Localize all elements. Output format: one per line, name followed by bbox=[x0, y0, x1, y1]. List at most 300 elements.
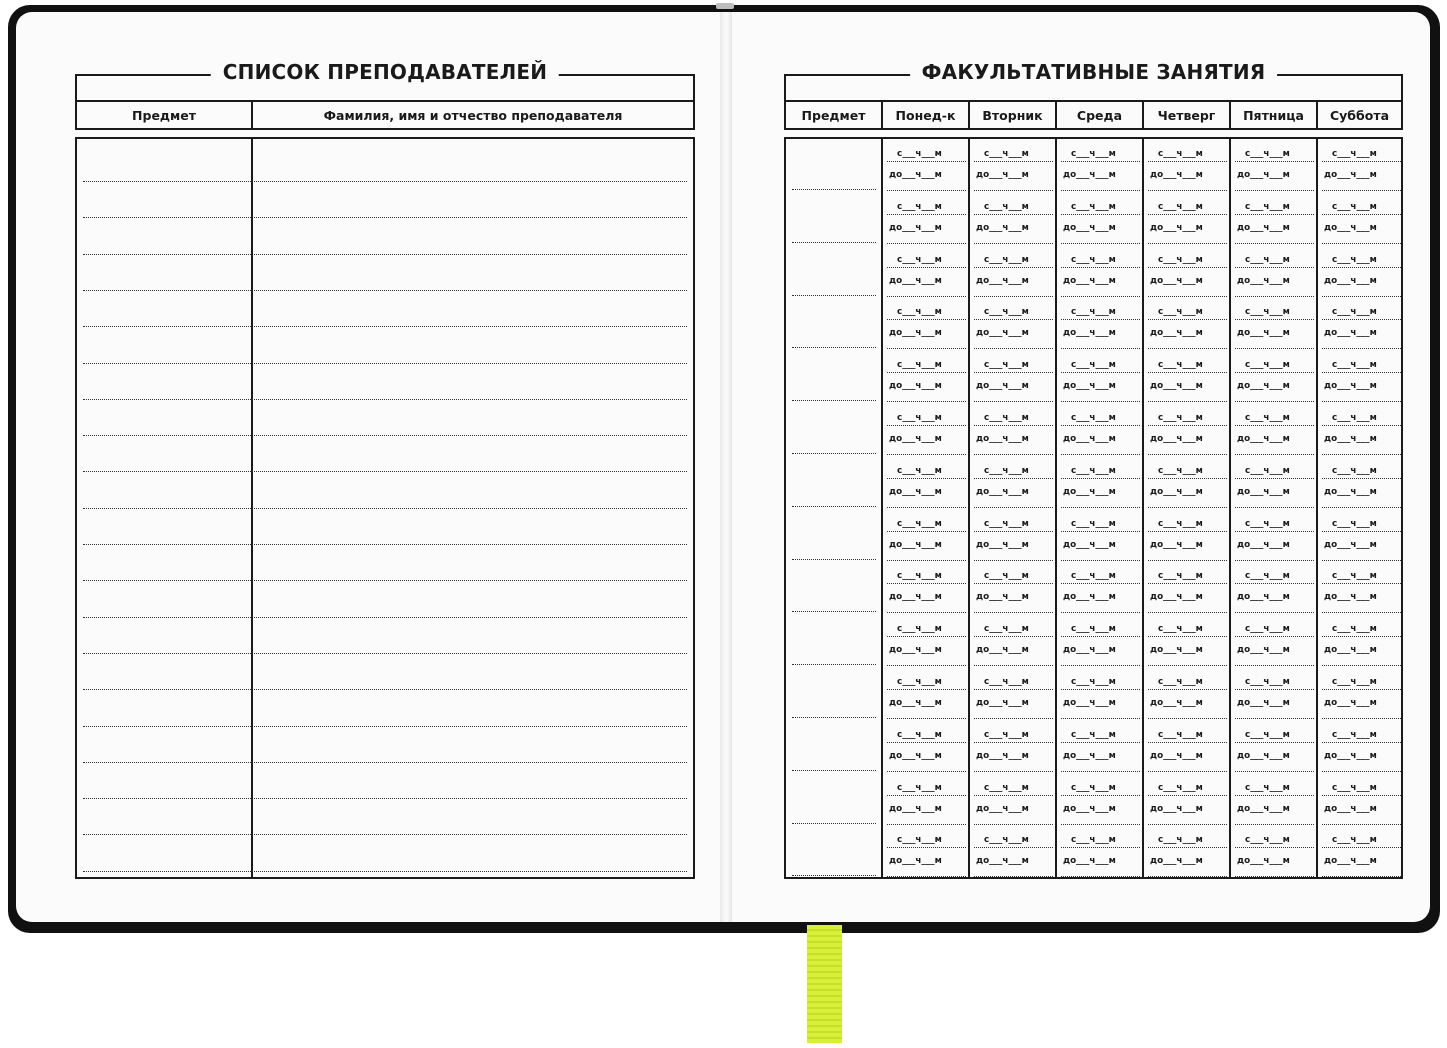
time-slot-cell bbox=[970, 667, 1057, 720]
time-from: с___ч___м bbox=[1245, 307, 1290, 318]
dotted-line bbox=[887, 425, 966, 426]
time-from: с___ч___м bbox=[1245, 835, 1290, 846]
dotted-line bbox=[887, 636, 966, 637]
time-from: с___ч___м bbox=[984, 677, 1029, 687]
time-from: с___ч___м bbox=[1332, 413, 1377, 423]
ruled-line bbox=[83, 871, 687, 872]
dotted-line bbox=[1235, 847, 1314, 848]
dotted-line bbox=[1235, 795, 1314, 796]
time-to: до___ч___м bbox=[1324, 698, 1377, 708]
dotted-line bbox=[1148, 876, 1227, 877]
dotted-line bbox=[1148, 319, 1227, 320]
time-slot-cell bbox=[883, 825, 970, 878]
time-to: до___ч___м bbox=[1063, 856, 1116, 867]
subject-line bbox=[792, 559, 876, 560]
time-to: до___ч___м bbox=[889, 856, 942, 867]
time-slot-cell bbox=[970, 403, 1057, 456]
time-to: до___ч___м bbox=[976, 275, 1029, 286]
time-to: до___ч___м bbox=[1063, 222, 1116, 233]
time-to: до___ч___м bbox=[976, 856, 1029, 867]
dotted-line bbox=[1322, 478, 1401, 479]
time-slot-cell bbox=[883, 773, 970, 826]
time-slot-cell bbox=[883, 245, 970, 298]
time-to: до___ч___м bbox=[1237, 856, 1290, 867]
time-to: до___ч___м bbox=[976, 170, 1029, 180]
dotted-line bbox=[974, 583, 1053, 584]
ruled-line bbox=[83, 726, 687, 727]
dotted-line bbox=[1148, 795, 1227, 796]
time-from: с___ч___м bbox=[1332, 360, 1377, 371]
col-teacher-name: Фамилия, имя и отчество преподавателя bbox=[323, 107, 623, 123]
time-slot-cell bbox=[970, 825, 1057, 878]
time-to: до___ч___м bbox=[1237, 645, 1290, 656]
time-to: до___ч___м bbox=[889, 698, 942, 708]
time-slot-cell bbox=[1318, 561, 1405, 614]
time-slot-cell bbox=[1231, 350, 1318, 403]
time-to: до___ч___м bbox=[1237, 698, 1290, 708]
dotted-line bbox=[1235, 214, 1314, 215]
time-slot-cell bbox=[970, 245, 1057, 298]
time-slot-cell bbox=[883, 667, 970, 720]
time-to: до___ч___м bbox=[976, 328, 1029, 339]
time-to: до___ч___м bbox=[1150, 592, 1203, 603]
time-from: с___ч___м bbox=[1158, 307, 1203, 318]
dotted-line bbox=[1148, 214, 1227, 215]
dotted-line bbox=[1322, 161, 1401, 162]
time-to: до___ч___м bbox=[1063, 539, 1116, 550]
dotted-line bbox=[1148, 425, 1227, 426]
subject-line bbox=[792, 664, 876, 665]
time-slot-cell bbox=[1057, 350, 1144, 403]
dotted-line bbox=[1148, 372, 1227, 373]
time-from: с___ч___м bbox=[1332, 571, 1377, 582]
dotted-line bbox=[1322, 689, 1401, 690]
time-from: с___ч___м bbox=[1158, 413, 1203, 423]
time-to: до___ч___м bbox=[1150, 698, 1203, 708]
time-to: до___ч___м bbox=[889, 381, 942, 392]
time-from: с___ч___м bbox=[1332, 677, 1377, 687]
time-from: с___ч___м bbox=[1332, 518, 1377, 529]
dotted-line bbox=[1061, 319, 1140, 320]
dotted-line bbox=[887, 531, 966, 532]
time-slot-cell bbox=[970, 773, 1057, 826]
time-to: до___ч___м bbox=[1063, 486, 1116, 497]
time-to: до___ч___м bbox=[976, 698, 1029, 708]
time-slot-cell bbox=[883, 561, 970, 614]
dotted-line bbox=[1235, 372, 1314, 373]
time-from: с___ч___м bbox=[1245, 149, 1290, 159]
time-slot-cell bbox=[970, 297, 1057, 350]
time-slot-cell bbox=[1231, 245, 1318, 298]
time-to: до___ч___м bbox=[889, 328, 942, 339]
time-slot-cell bbox=[970, 614, 1057, 667]
time-to: до___ч___м bbox=[976, 539, 1029, 550]
time-slot-cell bbox=[1144, 509, 1231, 562]
col-wednesday: Среда bbox=[1057, 102, 1144, 128]
dotted-line bbox=[1061, 267, 1140, 268]
subject-line bbox=[792, 189, 876, 190]
time-from: с___ч___м bbox=[1071, 307, 1116, 318]
time-from: с___ч___м bbox=[897, 307, 942, 318]
time-slot-cell bbox=[1318, 667, 1405, 720]
time-slot-cell bbox=[1057, 297, 1144, 350]
ruled-line bbox=[83, 798, 687, 799]
time-slot-cell bbox=[1057, 509, 1144, 562]
ruled-line bbox=[83, 399, 687, 400]
time-slot-cell bbox=[970, 509, 1057, 562]
time-slot-cell bbox=[1057, 561, 1144, 614]
dotted-line bbox=[1061, 531, 1140, 532]
dotted-line bbox=[887, 319, 966, 320]
time-to: до___ч___м bbox=[1324, 328, 1377, 339]
ruled-line bbox=[83, 834, 687, 835]
dotted-line bbox=[1061, 214, 1140, 215]
dotted-line bbox=[1061, 636, 1140, 637]
time-from: с___ч___м bbox=[984, 571, 1029, 582]
dotted-line bbox=[1061, 372, 1140, 373]
time-to: до___ч___м bbox=[1324, 539, 1377, 550]
dotted-line bbox=[974, 214, 1053, 215]
time-slot-cell bbox=[1318, 245, 1405, 298]
dotted-line bbox=[1235, 636, 1314, 637]
bookmark-ribbon bbox=[807, 925, 842, 1043]
time-slot-cell bbox=[1231, 297, 1318, 350]
dotted-line bbox=[974, 742, 1053, 743]
time-to: до___ч___м bbox=[976, 381, 1029, 392]
time-slot-cell bbox=[1057, 139, 1144, 192]
time-to: до___ч___м bbox=[1324, 170, 1377, 180]
time-from: с___ч___м bbox=[897, 254, 942, 265]
time-to: до___ч___м bbox=[889, 434, 942, 444]
time-slot-cell bbox=[1144, 245, 1231, 298]
ruled-line bbox=[83, 254, 687, 255]
time-to: до___ч___м bbox=[1063, 645, 1116, 656]
time-slot-cell bbox=[1057, 825, 1144, 878]
dotted-line bbox=[974, 876, 1053, 877]
dotted-line bbox=[887, 214, 966, 215]
dotted-line bbox=[1148, 636, 1227, 637]
subject-line bbox=[792, 453, 876, 454]
teachers-columns bbox=[77, 100, 693, 128]
time-to: до___ч___м bbox=[1324, 856, 1377, 867]
time-to: до___ч___м bbox=[1063, 592, 1116, 603]
time-from: с___ч___м bbox=[897, 518, 942, 529]
time-to: до___ч___м bbox=[889, 539, 942, 550]
time-slot-cell bbox=[1144, 192, 1231, 245]
ruled-line bbox=[83, 508, 687, 509]
time-from: с___ч___м bbox=[1158, 677, 1203, 687]
time-from: с___ч___м bbox=[1158, 518, 1203, 529]
teachers-table bbox=[75, 137, 695, 879]
time-from: с___ч___м bbox=[1245, 677, 1290, 687]
col-friday: Пятница bbox=[1231, 102, 1318, 128]
ruled-line bbox=[83, 544, 687, 545]
time-slot-cell bbox=[1231, 192, 1318, 245]
time-from: с___ч___м bbox=[1071, 729, 1116, 740]
subject-line bbox=[792, 242, 876, 243]
time-to: до___ч___м bbox=[889, 645, 942, 656]
dotted-line bbox=[1322, 214, 1401, 215]
time-from: с___ч___м bbox=[1332, 465, 1377, 476]
time-slot-cell bbox=[970, 561, 1057, 614]
dotted-line bbox=[887, 372, 966, 373]
time-slot-cell bbox=[1144, 403, 1231, 456]
time-from: с___ч___м bbox=[1158, 465, 1203, 476]
time-to: до___ч___м bbox=[889, 803, 942, 814]
time-slot-cell bbox=[1231, 773, 1318, 826]
dotted-line bbox=[1061, 425, 1140, 426]
dotted-line bbox=[1061, 742, 1140, 743]
time-from: с___ч___м bbox=[1071, 677, 1116, 687]
time-to: до___ч___м bbox=[976, 803, 1029, 814]
time-to: до___ч___м bbox=[1150, 275, 1203, 286]
time-from: с___ч___м bbox=[1332, 624, 1377, 635]
time-slot-cell bbox=[1231, 509, 1318, 562]
time-slot-cell bbox=[1318, 773, 1405, 826]
notebook-spine bbox=[720, 12, 732, 922]
ruled-line bbox=[83, 617, 687, 618]
electives-header bbox=[784, 60, 1403, 130]
time-from: с___ч___м bbox=[897, 835, 942, 846]
time-from: с___ч___м bbox=[897, 465, 942, 476]
ruled-line bbox=[83, 217, 687, 218]
time-to: до___ч___м bbox=[1324, 592, 1377, 603]
electives-title: ФАКУЛЬТАТИВНЫЕ ЗАНЯТИЯ bbox=[910, 60, 1278, 84]
dotted-line bbox=[974, 267, 1053, 268]
time-slot-cell bbox=[1318, 509, 1405, 562]
time-to: до___ч___м bbox=[1324, 486, 1377, 497]
time-slot-cell bbox=[883, 192, 970, 245]
time-slot-cell bbox=[1318, 192, 1405, 245]
col-thursday: Четверг bbox=[1144, 102, 1231, 128]
time-to: до___ч___м bbox=[889, 592, 942, 603]
subject-line bbox=[792, 717, 876, 718]
time-slot-cell bbox=[1057, 614, 1144, 667]
time-slot-cell bbox=[970, 456, 1057, 509]
subject-line bbox=[792, 770, 876, 771]
time-from: с___ч___м bbox=[984, 624, 1029, 635]
dotted-line bbox=[1322, 847, 1401, 848]
dotted-line bbox=[1322, 531, 1401, 532]
subject-line bbox=[792, 506, 876, 507]
dotted-line bbox=[887, 876, 966, 877]
time-slot-cell bbox=[1231, 139, 1318, 192]
ruled-line bbox=[83, 435, 687, 436]
dotted-line bbox=[1322, 795, 1401, 796]
time-from: с___ч___м bbox=[984, 254, 1029, 265]
dotted-line bbox=[1322, 876, 1401, 877]
dotted-line bbox=[1148, 531, 1227, 532]
time-slot-cell bbox=[1057, 773, 1144, 826]
time-to: до___ч___м bbox=[1063, 434, 1116, 444]
time-from: с___ч___м bbox=[1158, 254, 1203, 265]
time-to: до___ч___м bbox=[1150, 381, 1203, 392]
teachers-title: СПИСОК ПРЕПОДАВАТЕЛЕЙ bbox=[211, 60, 559, 84]
time-from: с___ч___м bbox=[1245, 254, 1290, 265]
dotted-line bbox=[887, 267, 966, 268]
time-from: с___ч___м bbox=[897, 149, 942, 159]
dotted-line bbox=[974, 636, 1053, 637]
time-to: до___ч___м bbox=[1237, 803, 1290, 814]
time-to: до___ч___м bbox=[1150, 539, 1203, 550]
ruled-line bbox=[83, 653, 687, 654]
time-to: до___ч___м bbox=[1324, 381, 1377, 392]
time-to: до___ч___м bbox=[1150, 434, 1203, 444]
time-slot-cell bbox=[883, 456, 970, 509]
time-from: с___ч___м bbox=[1071, 518, 1116, 529]
dotted-line bbox=[974, 795, 1053, 796]
dotted-line bbox=[1148, 161, 1227, 162]
time-to: до___ч___м bbox=[1150, 645, 1203, 656]
time-to: до___ч___м bbox=[1063, 381, 1116, 392]
time-from: с___ч___м bbox=[897, 624, 942, 635]
time-to: до___ч___м bbox=[1063, 275, 1116, 286]
col-tuesday: Вторник bbox=[970, 102, 1057, 128]
time-from: с___ч___м bbox=[984, 360, 1029, 371]
time-slot-cell bbox=[1318, 350, 1405, 403]
time-slot-cell bbox=[1318, 297, 1405, 350]
dotted-line bbox=[1061, 795, 1140, 796]
dotted-line bbox=[974, 847, 1053, 848]
time-to: до___ч___м bbox=[1150, 222, 1203, 233]
time-to: до___ч___м bbox=[1237, 328, 1290, 339]
time-from: с___ч___м bbox=[1071, 149, 1116, 159]
time-to: до___ч___м bbox=[1237, 275, 1290, 286]
dotted-line bbox=[1322, 267, 1401, 268]
dotted-line bbox=[1061, 876, 1140, 877]
time-slot-cell bbox=[1144, 561, 1231, 614]
dotted-line bbox=[1235, 319, 1314, 320]
time-slot-cell bbox=[1057, 403, 1144, 456]
dotted-line bbox=[1235, 742, 1314, 743]
time-slot-cell bbox=[1144, 825, 1231, 878]
dotted-line bbox=[887, 689, 966, 690]
dotted-line bbox=[974, 531, 1053, 532]
time-slot-cell bbox=[1057, 245, 1144, 298]
time-slot-cell bbox=[1318, 139, 1405, 192]
time-from: с___ч___м bbox=[1332, 201, 1377, 212]
col-saturday: Суббота bbox=[1329, 107, 1390, 123]
dotted-line bbox=[1235, 161, 1314, 162]
ruled-line bbox=[83, 762, 687, 763]
time-from: с___ч___м bbox=[897, 571, 942, 582]
time-from: с___ч___м bbox=[897, 360, 942, 371]
dotted-line bbox=[1148, 267, 1227, 268]
time-from: с___ч___м bbox=[1332, 835, 1377, 846]
time-slot-cell bbox=[1144, 773, 1231, 826]
time-from: с___ч___м bbox=[1332, 729, 1377, 740]
time-slot-cell bbox=[883, 403, 970, 456]
time-to: до___ч___м bbox=[1237, 170, 1290, 180]
time-to: до___ч___м bbox=[1324, 434, 1377, 444]
dotted-line bbox=[1322, 742, 1401, 743]
time-slot-cell bbox=[1231, 561, 1318, 614]
time-from: с___ч___м bbox=[1245, 624, 1290, 635]
dotted-line bbox=[974, 372, 1053, 373]
dotted-line bbox=[974, 425, 1053, 426]
dotted-line bbox=[887, 742, 966, 743]
electives-columns bbox=[786, 100, 1401, 128]
time-from: с___ч___м bbox=[897, 729, 942, 740]
dotted-line bbox=[1322, 636, 1401, 637]
ruled-line bbox=[83, 290, 687, 291]
dotted-line bbox=[887, 161, 966, 162]
time-to: до___ч___м bbox=[1237, 381, 1290, 392]
time-slot-cell bbox=[883, 297, 970, 350]
dotted-line bbox=[1235, 425, 1314, 426]
time-from: с___ч___м bbox=[1332, 254, 1377, 265]
time-from: с___ч___м bbox=[984, 149, 1029, 159]
time-slot-cell bbox=[970, 350, 1057, 403]
time-slot-cell bbox=[883, 720, 970, 773]
subject-line bbox=[792, 875, 876, 876]
dotted-line bbox=[1322, 583, 1401, 584]
time-to: до___ч___м bbox=[976, 645, 1029, 656]
time-from: с___ч___м bbox=[1245, 465, 1290, 476]
time-from: с___ч___м bbox=[897, 782, 942, 793]
dotted-line bbox=[887, 583, 966, 584]
time-from: с___ч___м bbox=[1071, 254, 1116, 265]
time-from: с___ч___м bbox=[1071, 782, 1116, 793]
time-slot-cell bbox=[1231, 825, 1318, 878]
time-to: до___ч___м bbox=[976, 434, 1029, 444]
time-slot-cell bbox=[1231, 720, 1318, 773]
dotted-line bbox=[1235, 689, 1314, 690]
time-from: с___ч___м bbox=[984, 729, 1029, 740]
time-to: до___ч___м bbox=[1237, 222, 1290, 233]
time-to: до___ч___м bbox=[1237, 434, 1290, 444]
time-to: до___ч___м bbox=[889, 222, 942, 233]
subject-line bbox=[792, 295, 876, 296]
subject-line bbox=[792, 823, 876, 824]
ruled-line bbox=[83, 326, 687, 327]
time-slot-cell bbox=[883, 614, 970, 667]
time-from: с___ч___м bbox=[1071, 835, 1116, 846]
time-from: с___ч___м bbox=[1071, 360, 1116, 371]
subject-line bbox=[792, 400, 876, 401]
time-slot-cell bbox=[1318, 825, 1405, 878]
time-to: до___ч___м bbox=[1150, 328, 1203, 339]
time-slot-cell bbox=[1144, 456, 1231, 509]
dotted-line bbox=[1322, 372, 1401, 373]
time-to: до___ч___м bbox=[1150, 486, 1203, 497]
time-slot-cell bbox=[883, 509, 970, 562]
dotted-line bbox=[1322, 319, 1401, 320]
time-to: до___ч___м bbox=[1237, 486, 1290, 497]
dotted-line bbox=[887, 795, 966, 796]
time-slot-cell bbox=[1318, 456, 1405, 509]
time-slot-cell bbox=[1318, 720, 1405, 773]
dotted-line bbox=[1235, 583, 1314, 584]
time-slot-cell bbox=[1231, 614, 1318, 667]
time-to: до___ч___м bbox=[1324, 803, 1377, 814]
time-to: до___ч___м bbox=[889, 275, 942, 286]
time-to: до___ч___м bbox=[1150, 803, 1203, 814]
time-slot-cell bbox=[1144, 297, 1231, 350]
dotted-line bbox=[1148, 689, 1227, 690]
electives-table bbox=[784, 137, 1403, 879]
time-from: с___ч___м bbox=[1158, 835, 1203, 846]
time-slot-cell bbox=[1231, 456, 1318, 509]
time-to: до___ч___м bbox=[1237, 592, 1290, 603]
dotted-line bbox=[1061, 478, 1140, 479]
time-slot-cell bbox=[1057, 192, 1144, 245]
time-from: с___ч___м bbox=[897, 201, 942, 212]
time-from: с___ч___м bbox=[1332, 307, 1377, 318]
dotted-line bbox=[1322, 425, 1401, 426]
time-to: до___ч___м bbox=[1063, 750, 1116, 761]
time-from: с___ч___м bbox=[1245, 201, 1290, 212]
